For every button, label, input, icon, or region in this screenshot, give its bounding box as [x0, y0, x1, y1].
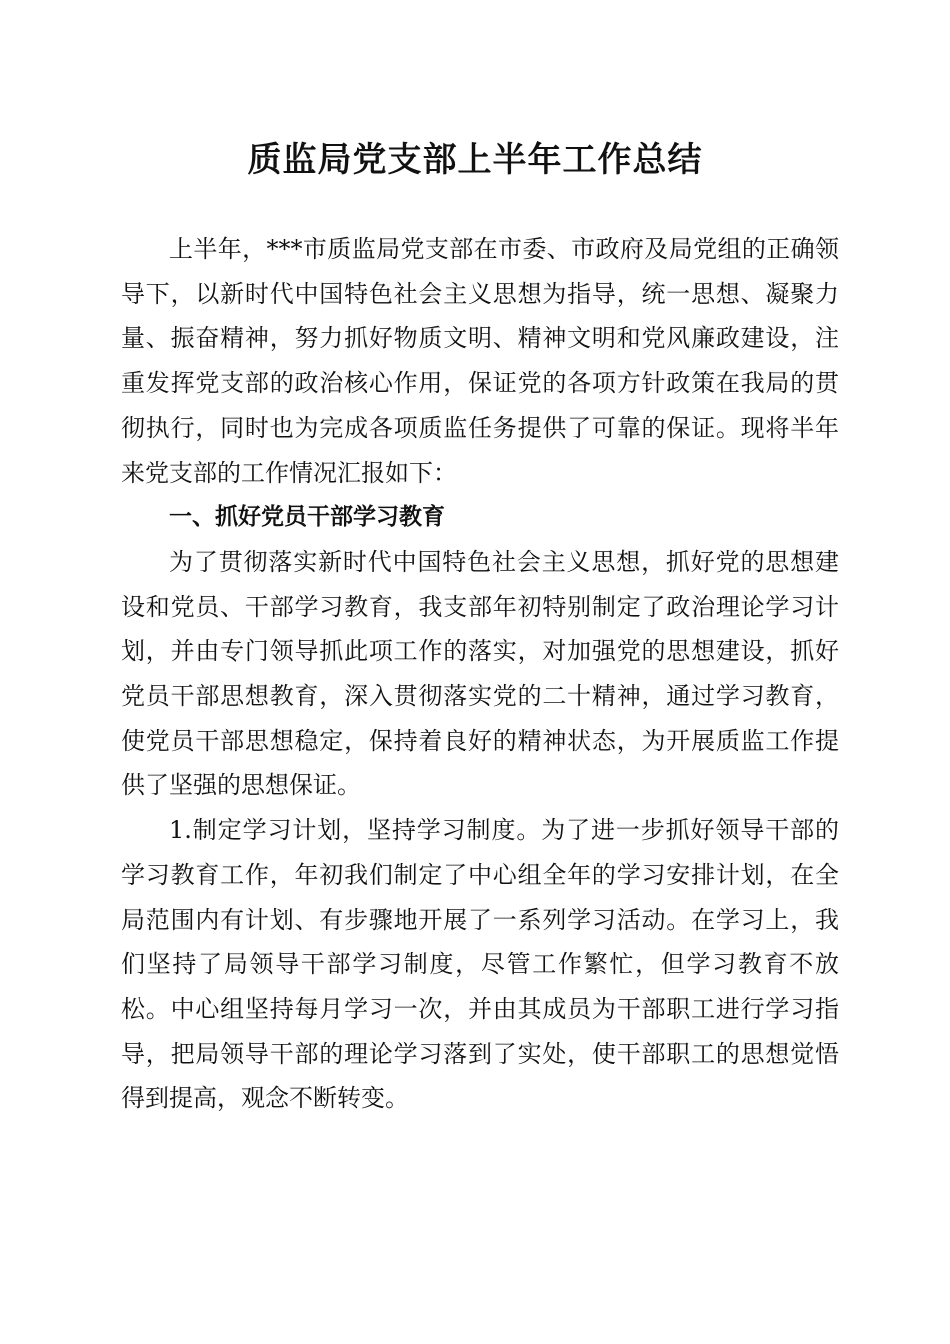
section-paragraph-1: 为了贯彻落实新时代中国特色社会主义思想，抓好党的思想建设和党员、干部学习教育，我支部年初特别制定了政治理论学习计划，并由专门领导抓此项工作的落实，对加强党的思想建设，抓好党员干部思想教育，深入贯彻落实党的二十精神，通过学习教育，使党员干部思想稳定，保持着良好的精神状态，为开展质监工作提供了坚强的思想保证。	[121, 547, 839, 800]
section-paragraph-2: 1.制定学习计划，坚持学习制度。为了进一步抓好领导干部的学习教育工作，年初我们制定了中心组全年的学习安排计划，在全局范围内有计划、有步骤地开展了一系列学习活动。在学习上，我们坚持了局领导干部学习制度，尽管工作繁忙，但学习教育不放松。中心组坚持每月学习一次，并由其成员为干部职工进行学习指导，把局领导干部的理论学习落到了实处，使干部职工的思想觉悟得到提高，观念不断转变。	[121, 816, 839, 1113]
document-title: 质监局党支部上半年工作总结	[247, 140, 703, 180]
section-heading: 一、抓好党员干部学习教育	[169, 504, 445, 531]
intro-paragraph: 上半年，***市质监局党支部在市委、市政府及局党组的正确领导下，以新时代中国特色社会主义思想为指导，统一思想、凝聚力量、振奋精神，努力抓好物质文明、精神文明和党风廉政建设，注重发挥党支部的政治核心作用，保证党的各项方针政策在我局的贯彻执行，同时也为完成各项质监任务提供了可靠的保证。现将半年来党支部的工作情况汇报如下：	[121, 235, 839, 487]
document-body	[121, 227, 839, 1121]
